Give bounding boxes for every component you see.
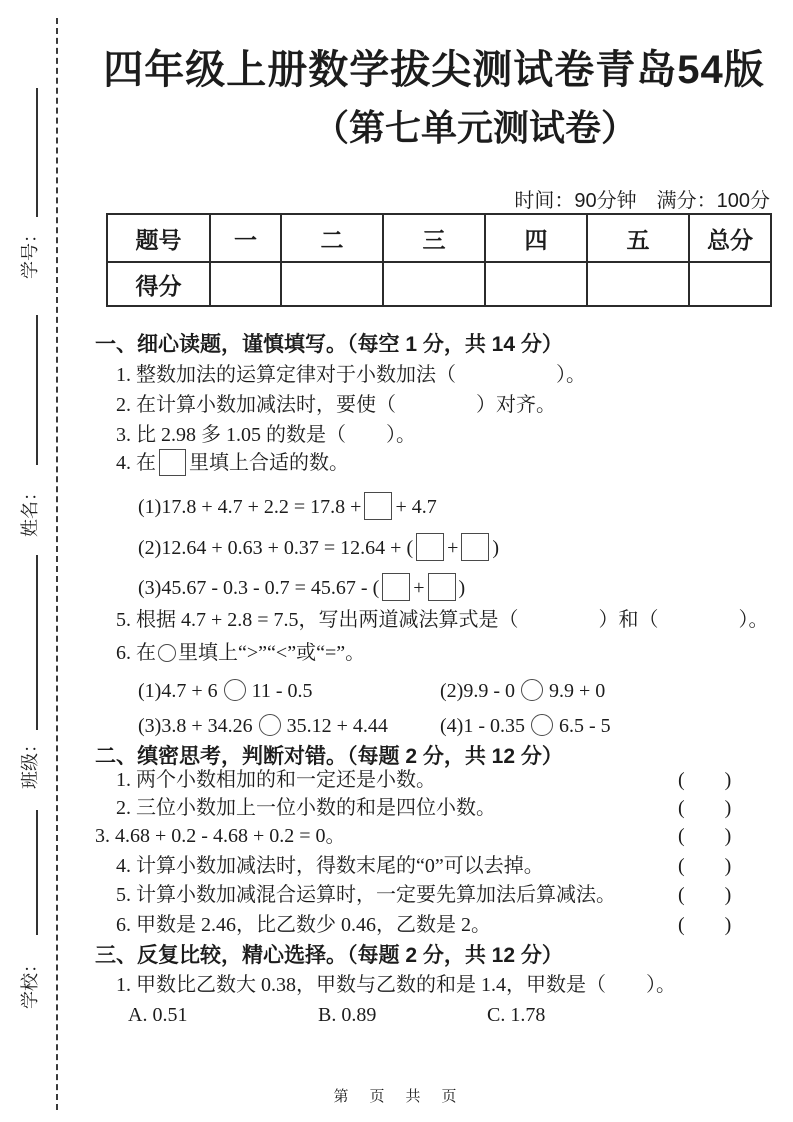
score-table-corner-label: 题号 [107,214,210,262]
q4-text-post: 里填上合适的数。 [189,452,349,474]
section2-q1 [95,765,755,795]
section2-q3 [95,821,755,851]
section1-q1: 1. 整数加法的运算定律对于小数加法（ ）。 [116,364,586,386]
equation-text: 11 - 0.5 [251,680,313,702]
q6-text-post: 里填上“>”“<”或“=”。 [178,642,366,664]
student-name-blank-line [36,315,38,465]
answer-box [461,533,489,561]
equation-text: + 4.7 [395,496,437,518]
fold-dashed-line [56,18,58,1110]
page-subtitle: （第七单元测试卷） [312,107,637,148]
section2-q6 [95,910,755,940]
compare-circle [158,644,176,662]
section1-q6-item3 [138,711,388,741]
judge-text: 6. 甲数是 2.46，比乙数少 0.46，乙数是 2。 [116,914,491,936]
judge-text: 2. 三位小数加上一位小数的和是四位小数。 [116,797,496,819]
section1-q6-item4 [440,711,611,741]
score-table-score-row [107,262,771,306]
section2-q2 [95,793,755,823]
score-table [106,213,772,307]
answer-box [382,573,410,601]
section3-q1-option-b: B. 0.89 [318,1004,377,1026]
score-table-col-total: 总分 [689,214,771,262]
score-table-col-4: 四 [485,214,587,262]
section3-q1-option-c: C. 1.78 [487,1004,546,1026]
page-title: 四年级上册数学拔尖测试卷青岛54版 [103,48,765,92]
section1-title: 一、细心读题，谨慎填写。（每空 1 分，共 14 分） [95,333,563,356]
section1-q3: 3. 比 2.98 多 1.05 的数是（ ）。 [116,424,416,446]
section3-title: 三、反复比较，精心选择。（每题 2 分，共 12 分） [95,944,563,967]
score-cell [485,262,587,306]
compare-circle [531,714,553,736]
equation-text: (3)3.8 + 34.26 [138,715,253,737]
equation-text: 35.12 + 4.44 [286,715,388,737]
section1-q4 [116,448,349,478]
score-table-col-5: 五 [587,214,689,262]
class-blank-line [36,555,38,730]
score-table-col-3: 三 [383,214,485,262]
judge-text: 1. 两个小数相加的和一定还是小数。 [116,769,436,791]
judge-answer-paren: ( ) [678,769,732,791]
page-footer: 第 页 共 页 [333,1089,460,1105]
student-id-blank-line [36,88,38,217]
score-cell [689,262,771,306]
equation-text: + [447,537,459,559]
section1-q2: 2. 在计算小数加减法时，要使（ ）对齐。 [116,394,556,416]
equation-text: (3)45.67 - 0.3 - 0.7 = 45.67 - ( [138,577,380,599]
section2-title: 二、缜密思考，判断对错。（每题 2 分，共 12 分） [95,745,563,768]
compare-circle [521,679,543,701]
section1-q5: 5. 根据 4.7 + 2.8 = 7.5，写出两道减法算式是（ ）和（ ）。 [116,609,769,631]
student-name-label: 姓名： [20,483,40,537]
score-cell [210,262,281,306]
score-table-col-1: 一 [210,214,281,262]
score-cell [383,262,485,306]
score-row-label: 得分 [107,262,210,306]
school-blank-line [36,810,38,935]
equation-text: (4)1 - 0.35 [440,715,525,737]
section1-q4-item1 [138,492,437,522]
section1-q6 [116,638,365,668]
score-table-col-2: 二 [281,214,383,262]
section2-q5 [95,880,755,910]
judge-answer-paren: ( ) [678,797,732,819]
judge-text: 5. 计算小数加减混合运算时，一定要先算加法后算减法。 [116,884,616,906]
school-label: 学校： [20,955,40,1009]
student-id-label: 学号： [20,225,40,279]
section1-q4-item2 [138,533,499,563]
equation-text: ) [458,577,466,599]
judge-text: 3. 4.68 + 0.2 - 4.68 + 0.2 = 0。 [95,825,346,847]
judge-answer-paren: ( ) [678,884,732,906]
equation-text: 9.9 + 0 [548,680,606,702]
judge-answer-paren: ( ) [678,855,732,877]
answer-box [428,573,456,601]
equation-text: 6.5 - 5 [558,715,611,737]
class-label: 班级： [20,735,40,789]
equation-text: ) [492,537,500,559]
answer-box [416,533,444,561]
equation-text: (1)17.8 + 4.7 + 2.2 = 17.8 + [138,496,362,518]
section1-q6-item2 [440,676,605,706]
judge-answer-paren: ( ) [678,914,732,936]
q6-text-pre: 6. 在 [116,642,156,664]
compare-circle [259,714,281,736]
section1-q4-item3 [138,573,465,603]
equation-text: (1)4.7 + 6 [138,680,218,702]
answer-box [159,449,186,476]
judge-answer-paren: ( ) [678,825,732,847]
score-table-header-row [107,214,771,262]
equation-text: (2)12.64 + 0.63 + 0.37 = 12.64 + ( [138,537,414,559]
q4-text-pre: 4. 在 [116,452,156,474]
compare-circle [224,679,246,701]
equation-text: (2)9.9 - 0 [440,680,515,702]
section1-q6-item1 [138,676,313,706]
section2-q4 [95,851,755,881]
score-cell [281,262,383,306]
judge-text: 4. 计算小数加减法时，得数末尾的“0”可以去掉。 [116,855,544,877]
section3-q1-option-a: A. 0.51 [128,1004,188,1026]
equation-text: + [413,577,425,599]
answer-box [364,492,392,520]
section3-q1: 1. 甲数比乙数大 0.38，甲数与乙数的和是 1.4，甲数是（ ）。 [116,974,676,996]
score-cell [587,262,689,306]
exam-time-score-info: 时间：90分钟 满分：100分 [514,190,770,212]
